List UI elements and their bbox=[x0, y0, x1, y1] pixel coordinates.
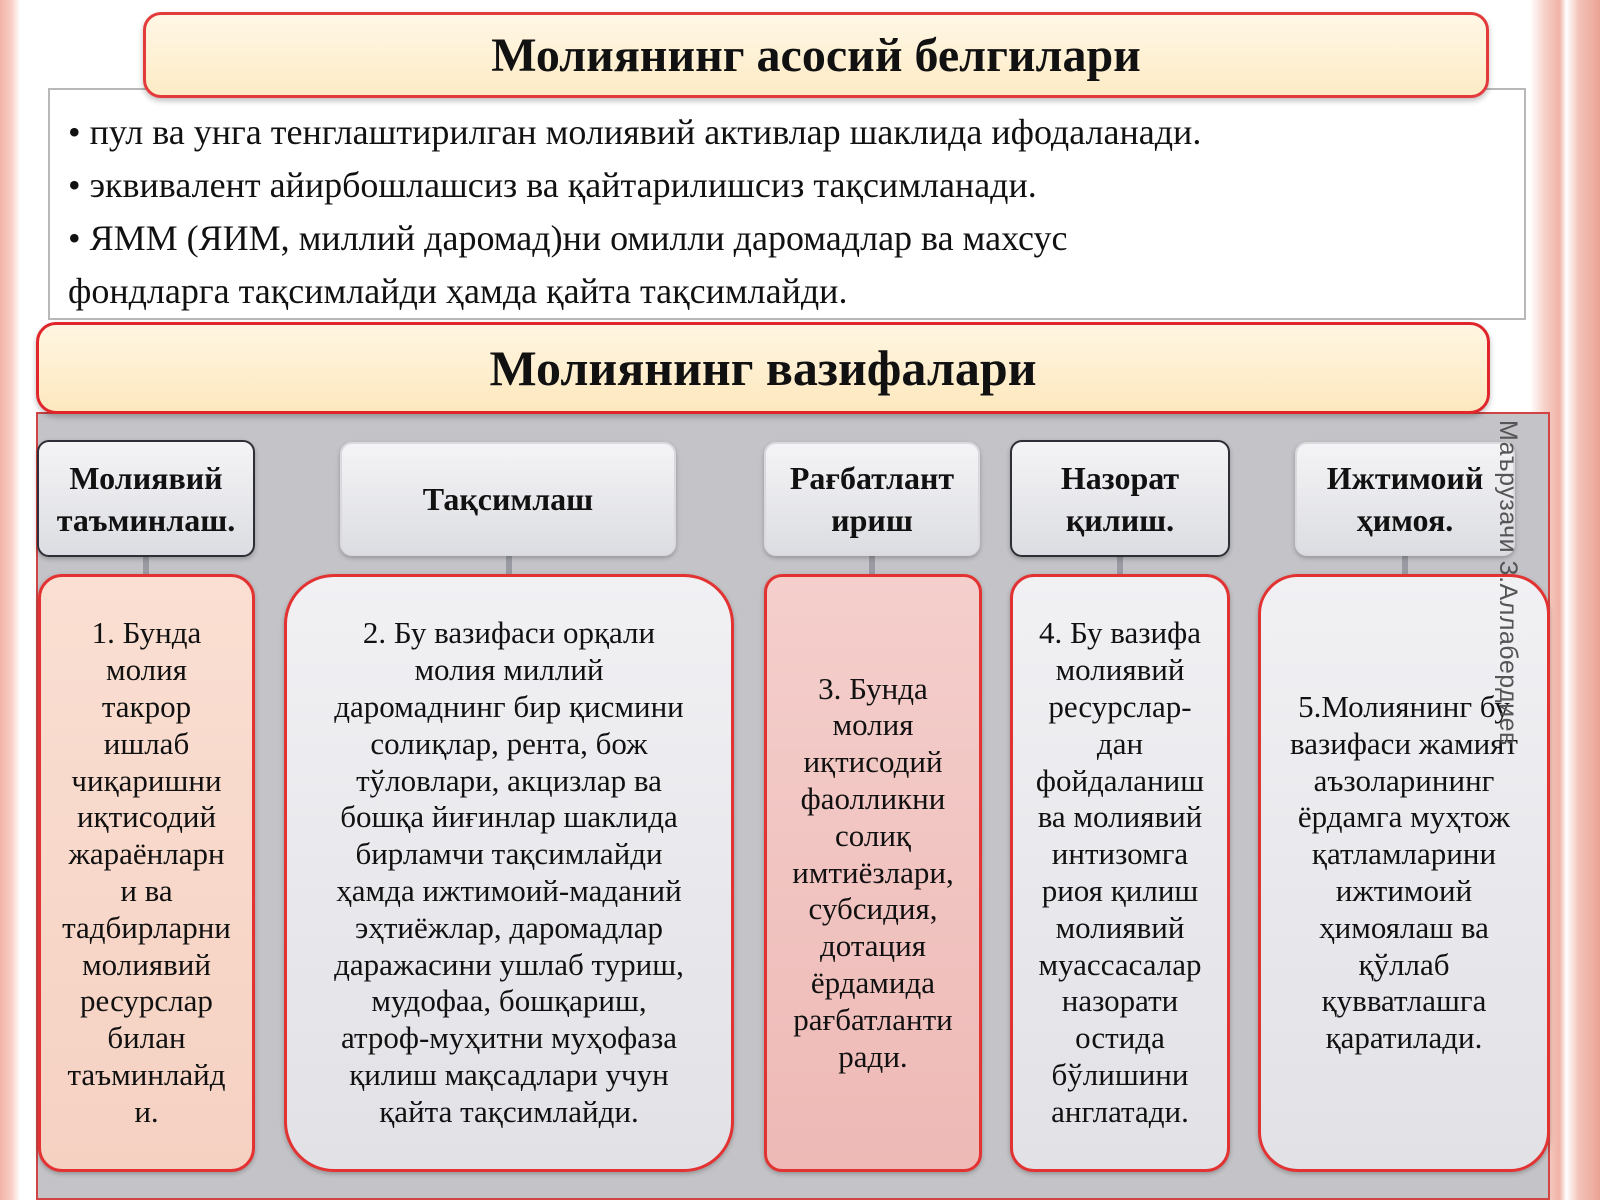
function-description-distribution: 2. Бу вазифаси орқали молия миллий даромаднинг бир қисмини солиқлар, рента, бож тўловлари, акцизлар ва бошқа йиғинлар шаклида бирламчи тақсимлайди ҳамда ижтимоий-маданий эҳтиёжлар, даромадлар даражасини ушлаб туриш, мудофаа, бошқариш, атроф-муҳитни муҳофаза қилиш мақсадлари учун қайта тақсимлайди. bbox=[284, 574, 734, 1172]
function-description-stimulation: 3. Бунда молия иқтисодий фаолликни солиқ имтиёзлари, субсидия, дотация ёрдамида рағбатланти ради. bbox=[764, 574, 982, 1172]
connector bbox=[1402, 556, 1408, 576]
connector bbox=[869, 556, 875, 576]
functions-title: Молиянинг вазифалари bbox=[36, 322, 1490, 414]
function-heading-distribution: Тақсимлаш bbox=[340, 442, 676, 556]
function-heading-financing: Молиявий таъминлаш. bbox=[37, 440, 255, 557]
features-title: Молиянинг асосий белгилари bbox=[143, 12, 1489, 98]
function-heading-stimulation: Рағбатлант ириш bbox=[764, 442, 980, 556]
feature-line-4: фондларга тақсимлайди ҳамда қайта тақсимлайди. bbox=[68, 271, 848, 311]
function-description-social-protection: 5.Молиянинг бу вазифаси жамият аъзоларининг ёрдамга муҳтож қатламларини ижтимоий ҳимоялаш ва қўллаб қувватлашга қаратилади. bbox=[1258, 574, 1550, 1172]
function-description-financing: 1. Бунда молия такрор ишлаб чиқаришни иқтисодий жараёнларн и ва тадбирларни молиявий ресурслар билан таъминлайд и. bbox=[38, 574, 255, 1172]
feature-line-3: • ЯММ (ЯИМ, миллий даромад)ни омилли даромадлар ва махсус bbox=[68, 218, 1068, 258]
function-heading-control: Назорат қилиш. bbox=[1010, 440, 1230, 557]
feature-line-2: • эквивалент айирбошлашсиз ва қайтарилишсиз тақсимланади. bbox=[68, 165, 1037, 205]
lecturer-caption: Маърузачи З.Аллабердиев bbox=[1494, 420, 1522, 746]
connector bbox=[506, 556, 512, 576]
left-decorative-border bbox=[0, 0, 20, 1200]
function-heading-social-protection: Ижтимоий ҳимоя. bbox=[1295, 442, 1515, 556]
function-description-control: 4. Бу вазифа молиявий ресурслар- дан фойдаланиш ва молиявий интизомга риоя қилиш молиявий муассасалар назорати остида бўлишини англатади. bbox=[1010, 574, 1230, 1172]
feature-line-1: • пул ва унга тенглаштирилган молиявий активлар шаклида ифодаланади. bbox=[68, 112, 1202, 152]
features-list bbox=[48, 88, 1526, 320]
